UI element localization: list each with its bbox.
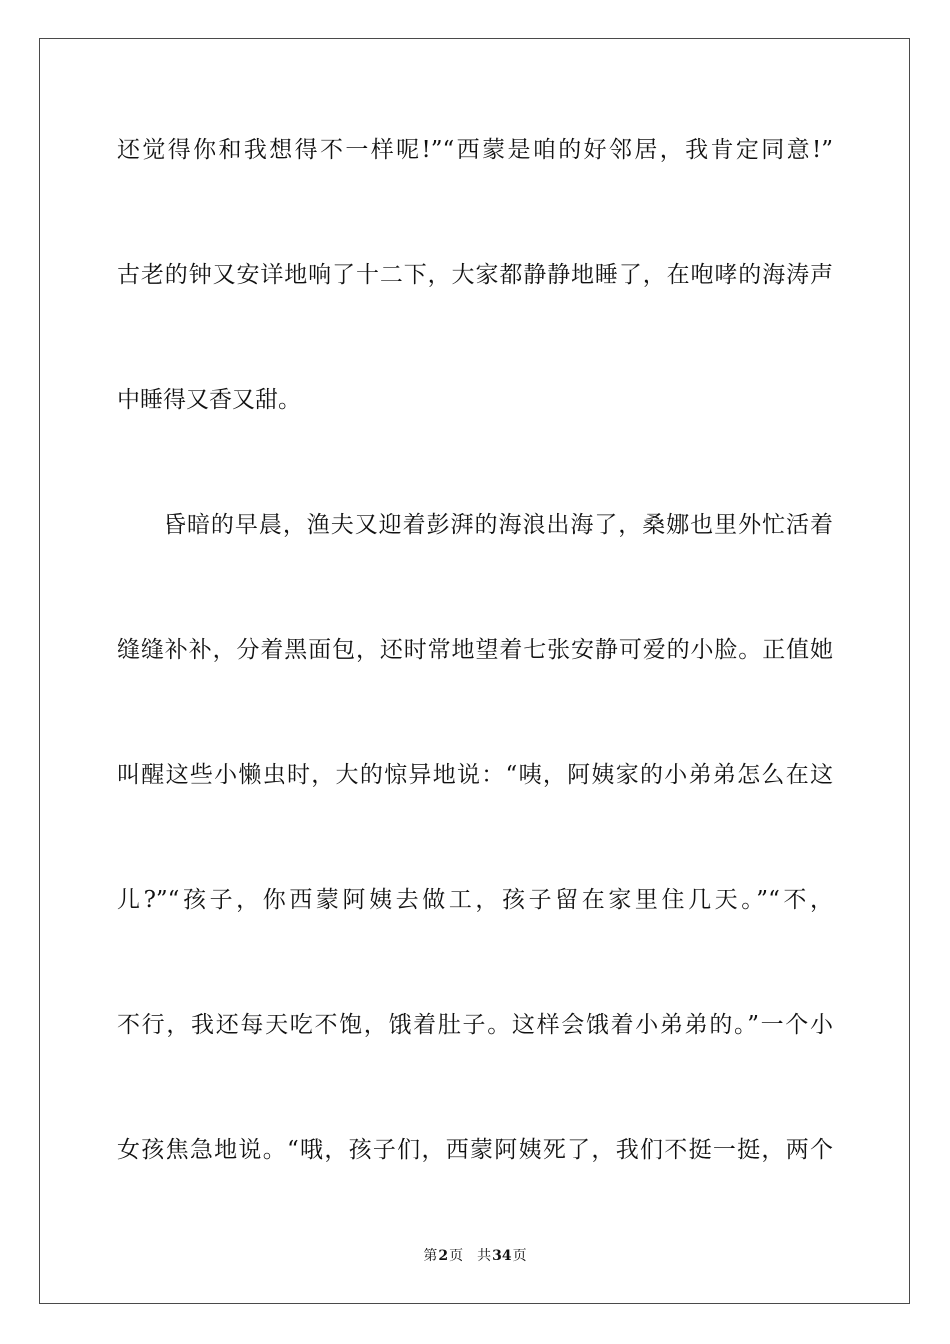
total-suffix: 页	[512, 1248, 527, 1264]
text-line-5: 缝缝补补，分着黑面包，还时常地望着七张安静可爱的小脸。正值她	[117, 637, 833, 663]
total-prefix: 共	[477, 1248, 492, 1264]
page-footer	[0, 1246, 950, 1266]
text-line-4: 昏暗的早晨，渔夫又迎着彭湃的海浪出海了，桑娜也里外忙活着	[163, 512, 833, 538]
page-prefix: 第	[423, 1248, 438, 1264]
text-line-2: 古老的钟又安详地响了十二下，大家都静静地睡了，在咆哮的海涛声	[117, 262, 833, 288]
text-line-6: 叫醒这些小懒虫时，大的惊异地说：“咦，阿姨家的小弟弟怎么在这	[117, 762, 833, 788]
total-pages: 34	[492, 1248, 512, 1264]
text-line-3: 中睡得又香又甜。	[117, 387, 301, 413]
text-line-1: 还觉得你和我想得不一样呢!”“西蒙是咱的好邻居，我肯定同意!”	[117, 137, 833, 163]
text-line-8: 不行，我还每天吃不饱，饿着肚子。这样会饿着小弟弟的。”一个小	[117, 1012, 833, 1038]
page-frame	[39, 38, 910, 1304]
text-line-7: 儿?”“孩子，你西蒙阿姨去做工，孩子留在家里住几天。”“不，	[117, 887, 833, 913]
page-number: 2	[438, 1248, 449, 1264]
page-suffix: 页	[449, 1248, 464, 1264]
text-line-9: 女孩焦急地说。“哦，孩子们，西蒙阿姨死了，我们不挺一挺，两个	[117, 1137, 833, 1163]
